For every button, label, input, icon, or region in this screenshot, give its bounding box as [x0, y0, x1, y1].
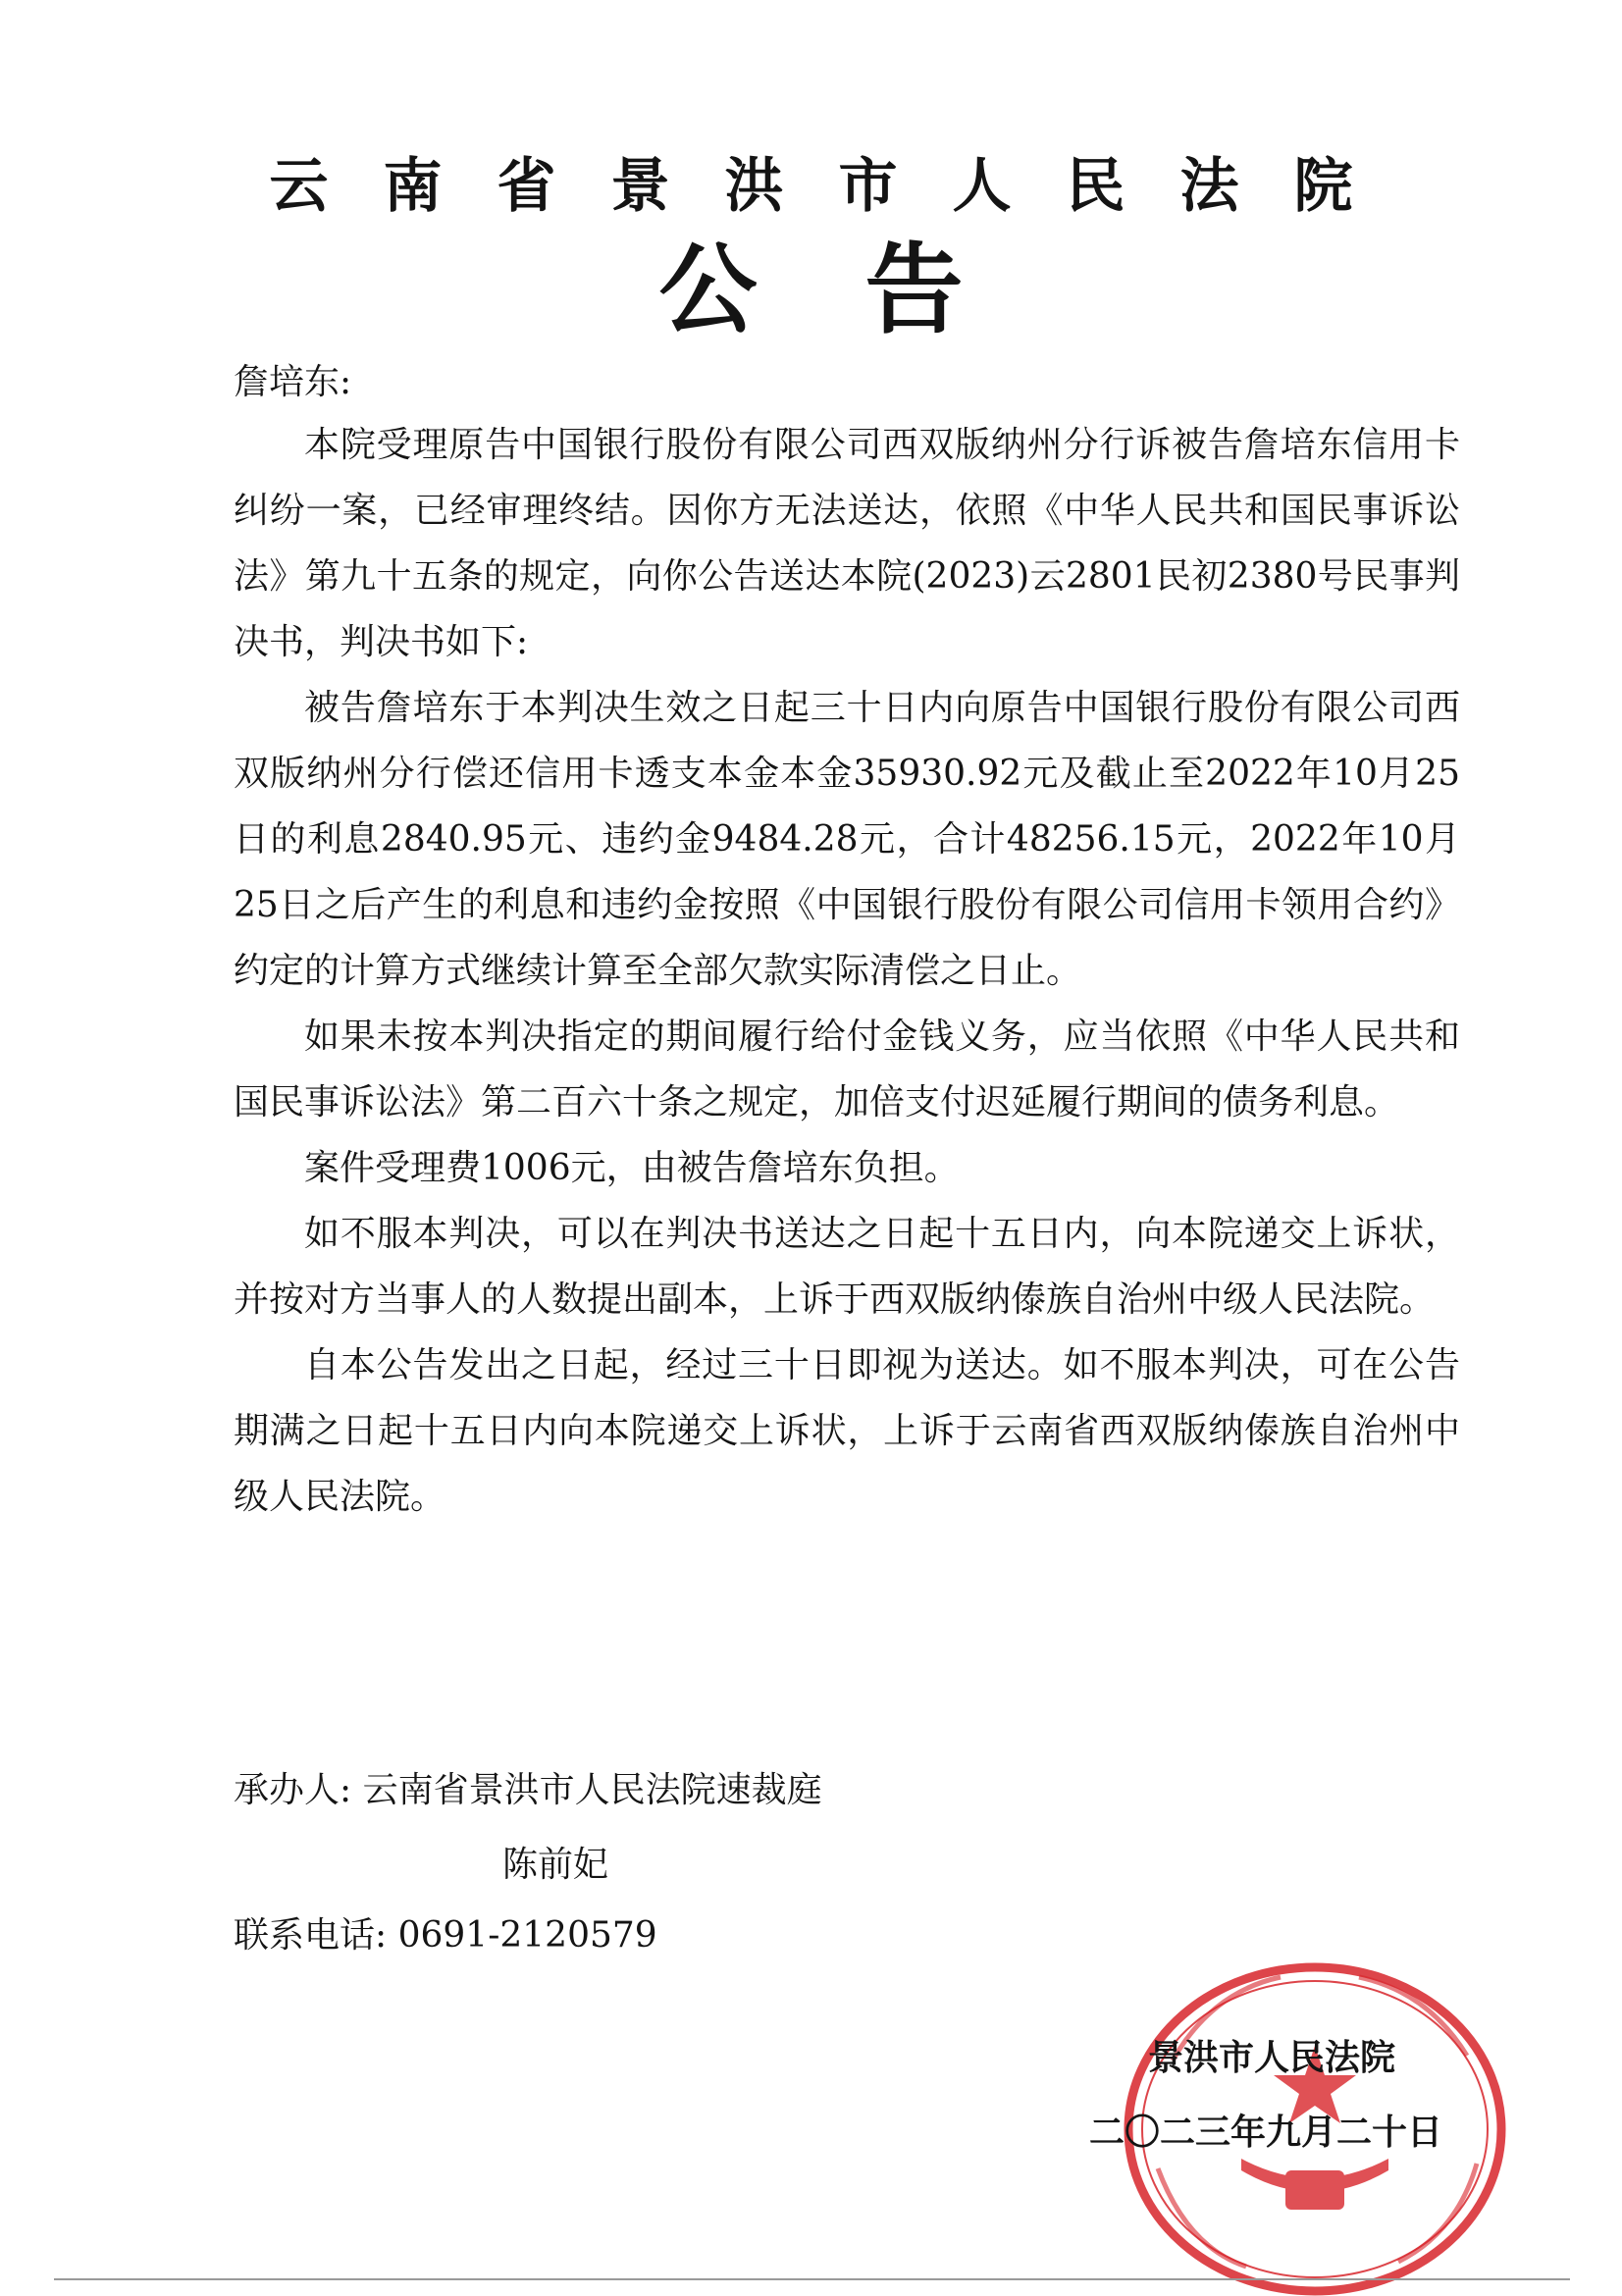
paragraph-judgment-main: 被告詹培东于本判决生效之日起三十日内向原告中国银行股份有限公司西双版纳州分行偿还信用卡透支本金本金35930.92元及截止至2022年10月25日的利息2840.95元、违约金9484.28元，合计48256.15元，2022年10月25日之后产生的利息和违约金按照《中国银行股份有限公司信用卡领用合约》约定的计算方式继续计算至全部欠款实际清偿之日止。	[234, 688, 1460, 991]
paragraph-case-fee: 案件受理费1006元，由被告詹培东负担。	[304, 1148, 960, 1188]
paragraph-late-interest: 如果未按本判决指定的期间履行给付金钱义务，应当依照《中华人民共和国民事诉讼法》第二百六十条之规定，加倍支付迟延履行期间的债务利息。	[234, 1017, 1460, 1122]
handler-line: 承办人: 云南省景洪市人民法院速裁庭	[234, 1770, 822, 1810]
paragraph-appeal: 如不服本判决，可以在判决书送达之日起十五日内，向本院递交上诉状，并按对方当事人的人数提出副本，上诉于西双版纳傣族自治州中级人民法院。	[234, 1214, 1460, 1320]
court-signature: 景洪市人民法院	[1148, 2037, 1396, 2078]
page-bottom-rule	[54, 2278, 1570, 2280]
judge-name: 陈前妃	[502, 1845, 609, 1885]
paragraph-service-notice: 自本公告发出之日起，经过三十日即视为送达。如不服本判决，可在公告期满之日起十五日内向本院递交上诉状，上诉于云南省西双版纳傣族自治州中级人民法院。	[234, 1345, 1460, 1517]
signature-date: 二〇二三年九月二十日	[1089, 2112, 1443, 2153]
court-name-heading: 云南省景洪市人民法院	[269, 152, 1408, 221]
contact-phone: 联系电话: 0691-2120579	[234, 1915, 657, 1956]
document-type-heading: 公告	[658, 232, 1072, 347]
notice-body	[234, 412, 1460, 1530]
paragraph-case-intro: 本院受理原告中国银行股份有限公司西双版纳州分行诉被告詹培东信用卡纠纷一案，已经审理终结。因你方无法送达，依照《中华人民共和国民事诉讼法》第九十五条的规定，向你公告送达本院(2023)云2801民初2380号民事判决书，判决书如下:	[234, 425, 1460, 662]
addressee: 詹培东:	[234, 362, 352, 402]
